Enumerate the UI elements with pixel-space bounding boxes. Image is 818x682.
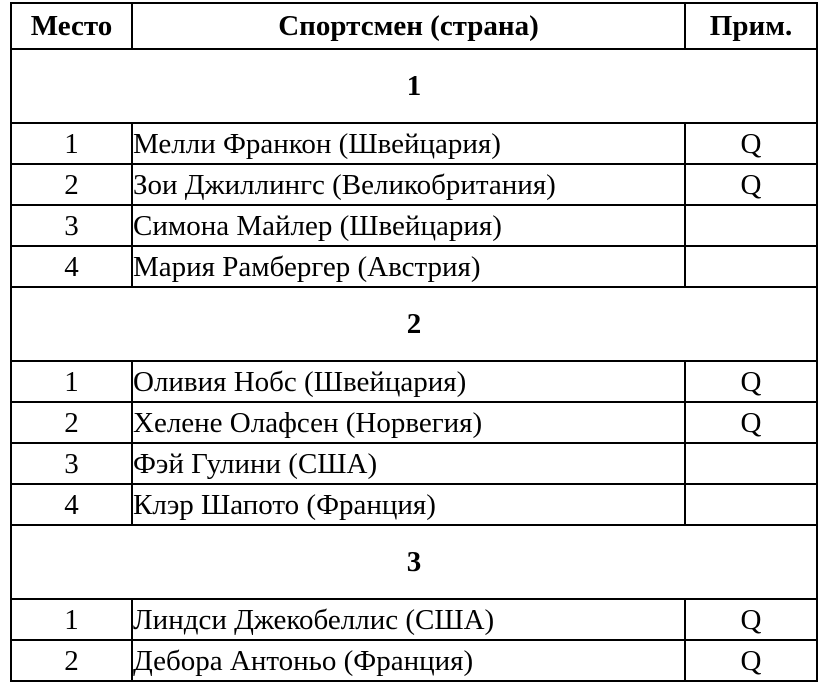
table-row bbox=[11, 443, 817, 484]
place-cell: 2 bbox=[11, 402, 132, 443]
table-row bbox=[11, 361, 817, 402]
athlete-cell: Дебора Антоньо (Франция) bbox=[132, 640, 685, 681]
note-cell bbox=[685, 443, 817, 484]
note-cell: Q bbox=[685, 361, 817, 402]
table-row bbox=[11, 640, 817, 681]
header-place: Место bbox=[11, 3, 132, 49]
athlete-cell: Хелене Олафсен (Норвегия) bbox=[132, 402, 685, 443]
note-cell: Q bbox=[685, 640, 817, 681]
note-cell: Q bbox=[685, 164, 817, 205]
place-cell: 2 bbox=[11, 640, 132, 681]
heat-label: 2 bbox=[11, 287, 817, 361]
place-cell: 3 bbox=[11, 205, 132, 246]
note-cell bbox=[685, 246, 817, 287]
table-header bbox=[11, 3, 817, 49]
header-row bbox=[11, 3, 817, 49]
heat-row bbox=[11, 49, 817, 123]
athlete-cell: Фэй Гулини (США) bbox=[132, 443, 685, 484]
place-cell: 2 bbox=[11, 164, 132, 205]
header-athlete: Спортсмен (страна) bbox=[132, 3, 685, 49]
table-row bbox=[11, 164, 817, 205]
table-body bbox=[11, 49, 817, 681]
athlete-cell: Мария Рамбергер (Австрия) bbox=[132, 246, 685, 287]
table-row bbox=[11, 402, 817, 443]
note-cell: Q bbox=[685, 402, 817, 443]
place-cell: 3 bbox=[11, 443, 132, 484]
athlete-cell: Мелли Франкон (Швейцария) bbox=[132, 123, 685, 164]
table-row bbox=[11, 246, 817, 287]
athlete-cell: Клэр Шапото (Франция) bbox=[132, 484, 685, 525]
place-cell: 1 bbox=[11, 361, 132, 402]
athlete-cell: Симона Майлер (Швейцария) bbox=[132, 205, 685, 246]
note-cell bbox=[685, 205, 817, 246]
note-cell bbox=[685, 484, 817, 525]
place-cell: 1 bbox=[11, 599, 132, 640]
table-row bbox=[11, 484, 817, 525]
place-cell: 4 bbox=[11, 246, 132, 287]
table-row bbox=[11, 205, 817, 246]
athlete-cell: Оливия Нобс (Швейцария) bbox=[132, 361, 685, 402]
heat-row bbox=[11, 287, 817, 361]
table-row bbox=[11, 599, 817, 640]
heat-label: 1 bbox=[11, 49, 817, 123]
place-cell: 4 bbox=[11, 484, 132, 525]
heat-row bbox=[11, 525, 817, 599]
table-row bbox=[11, 123, 817, 164]
athlete-cell: Зои Джиллингс (Великобритания) bbox=[132, 164, 685, 205]
note-cell: Q bbox=[685, 599, 817, 640]
place-cell: 1 bbox=[11, 123, 132, 164]
note-cell: Q bbox=[685, 123, 817, 164]
heat-label: 3 bbox=[11, 525, 817, 599]
header-note: Прим. bbox=[685, 3, 817, 49]
athlete-cell: Линдси Джекобеллис (США) bbox=[132, 599, 685, 640]
results-table bbox=[10, 2, 818, 682]
